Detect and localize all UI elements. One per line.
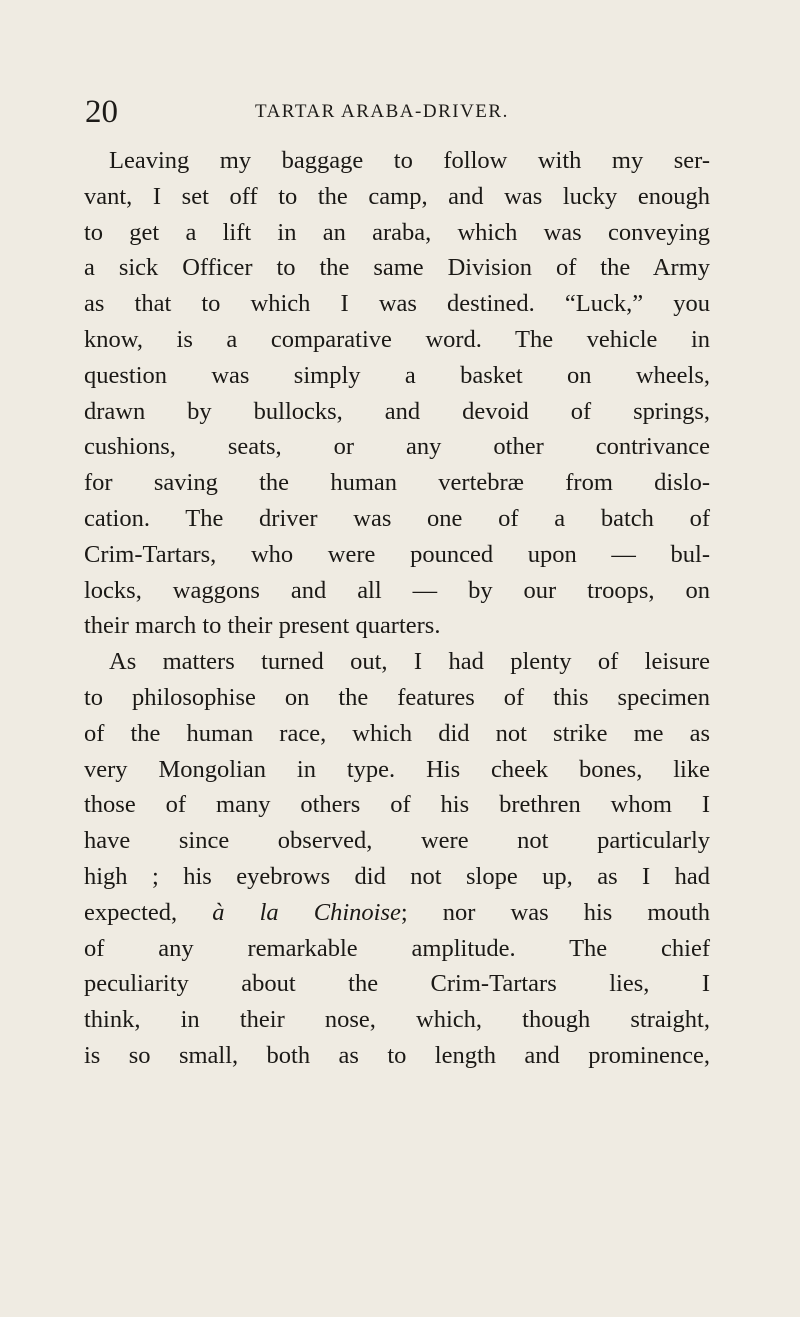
text-line: of the human race, which did not strike me as xyxy=(84,719,710,747)
text-line: for saving the human vertebræ from dislo- xyxy=(84,469,710,497)
page-header xyxy=(85,92,725,132)
text-line: cation. The driver was one of a batch of xyxy=(84,504,710,532)
text-line: think, in their nose, which, though straight, xyxy=(84,1006,710,1034)
text-line: Crim-Tartars, who were pounced upon — bul- xyxy=(84,540,710,568)
text-line: to get a lift in an araba, which was conveying xyxy=(84,218,710,246)
text-line: of any remarkable amplitude. The chief xyxy=(84,934,710,962)
text-line: know, is a comparative word. The vehicle in xyxy=(84,325,710,353)
text-line: question was simply a basket on wheels, xyxy=(84,361,710,389)
text-line: locks, waggons and all — by our troops, on xyxy=(84,576,710,604)
text-line: peculiarity about the Crim-Tartars lies, I xyxy=(84,970,710,998)
page-number: 20 xyxy=(85,94,118,130)
running-head: TARTAR ARABA-DRIVER. xyxy=(255,101,509,122)
text-line: cushions, seats, or any other contrivance xyxy=(84,433,710,461)
text-line: to philosophise on the features of this specimen xyxy=(84,683,710,711)
body-text xyxy=(84,143,710,1074)
text-line: those of many others of his brethren whom I xyxy=(84,791,710,819)
text-line: is so small, both as to length and prominence, xyxy=(84,1041,710,1069)
italic-phrase: à la Chinoise xyxy=(212,898,401,926)
text-line: vant, I set off to the camp, and was lucky enough xyxy=(84,182,710,210)
text-line: Leaving my baggage to follow with my ser- xyxy=(109,147,710,174)
text-line: as that to which I was destined. “Luck,” you xyxy=(84,290,710,318)
text-line: expected, à la Chinoise; nor was his mouth xyxy=(84,898,711,926)
text-line: have since observed, were not particularly xyxy=(84,827,710,855)
text-line: As matters turned out, I had plenty of leisure xyxy=(109,648,710,676)
text-line: a sick Officer to the same Division of the Army xyxy=(84,254,710,282)
text-line: drawn by bullocks, and devoid of springs, xyxy=(84,397,710,425)
text-line: their march to their present quarters. xyxy=(84,612,441,640)
text-line: high ; his eyebrows did not slope up, as I had xyxy=(84,862,710,890)
text-line: very Mongolian in type. His cheek bones, like xyxy=(84,755,710,783)
